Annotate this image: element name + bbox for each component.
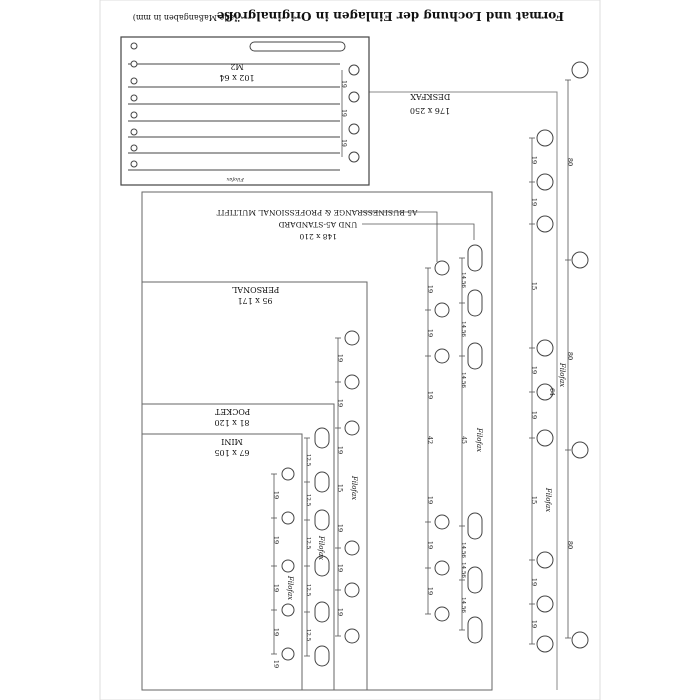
personal-label <box>231 285 279 294</box>
spacing-label: 80 <box>566 351 574 361</box>
punch-hole-icon <box>537 596 553 612</box>
mini-size: 67 x 105 <box>214 448 250 457</box>
spacing-label: 80 <box>566 157 574 167</box>
brand-label: Filofax <box>350 475 358 501</box>
punch-hole-icon <box>131 78 137 84</box>
deskfax-size-label <box>410 106 450 115</box>
mini-name: MINI <box>221 437 243 446</box>
spacing-label: 19 <box>272 659 280 669</box>
oval-slot-icon <box>468 567 482 593</box>
spacing-label: 19 <box>340 109 347 117</box>
spacing-label: 42 <box>426 435 434 445</box>
punch-hole-icon <box>349 124 359 134</box>
spacing-label: 80 <box>566 540 574 550</box>
spacing-label: 19 <box>426 586 434 596</box>
brand-label: Filofax <box>286 575 294 601</box>
punch-hole-icon <box>537 216 553 232</box>
spacing-label: 12.5 <box>305 628 311 642</box>
punch-hole-icon <box>349 92 359 102</box>
spacing-label: 19 <box>272 627 280 637</box>
spacing-label: 19 <box>272 583 280 593</box>
header <box>216 9 564 23</box>
spacing-label: 19 <box>426 495 434 505</box>
punch-hole-icon <box>572 632 588 648</box>
brand-label: Filofax <box>558 362 566 388</box>
spacing-label: 19 <box>340 139 347 147</box>
pocket-size: 81 x 120 <box>214 418 250 427</box>
a5-size-mark: 45 <box>460 436 467 444</box>
pocket-name: POCKET <box>215 407 251 416</box>
spacing-label: 19 <box>272 490 280 500</box>
spacing-label: 19 <box>530 197 538 207</box>
punch-hole-icon <box>349 152 359 162</box>
oval-slot-icon <box>468 617 482 643</box>
punch-hole-icon <box>435 261 449 275</box>
a5-name: A5 BUSINESSRANGE & PROFESSIONAL MULTIFIT <box>216 208 418 217</box>
spacing-label: 19 <box>272 535 280 545</box>
personal-size: 95 x 171 <box>237 296 273 305</box>
spacing-label: 14.56 <box>460 562 466 578</box>
punch-hole-icon <box>345 629 359 643</box>
punch-hole-icon <box>435 515 449 529</box>
spacing-label: 19 <box>530 365 538 375</box>
header-subtitle <box>133 13 238 22</box>
m2-size: 102 x 64 <box>219 73 255 82</box>
punch-hole-icon <box>537 340 553 356</box>
brand-label: Filofax <box>475 427 483 453</box>
oval-slot-icon <box>315 472 329 492</box>
punch-hole-icon <box>435 561 449 575</box>
spacing-label: 14.56 <box>460 542 466 558</box>
deskfax-label <box>410 92 450 101</box>
m2-size-label <box>219 73 254 82</box>
punch-hole-icon <box>131 95 137 101</box>
spacing-label: 19 <box>426 540 434 550</box>
pocket-size-label <box>214 418 249 427</box>
spacing-label: 19 <box>426 284 434 294</box>
punch-hole-icon <box>537 430 553 446</box>
personal-name: PERSONAL <box>232 285 280 294</box>
deskfax-size: 176 x 250 <box>409 106 451 115</box>
punch-hole-icon <box>345 421 359 435</box>
spacing-label: 19 <box>530 155 538 165</box>
punch-hole-icon <box>282 604 294 616</box>
oval-slot-icon <box>315 646 329 666</box>
punch-hole-icon <box>572 252 588 268</box>
spacing-label: 14.56 <box>460 321 466 337</box>
spacing-label: 12.5 <box>305 453 311 467</box>
pocket-label <box>214 407 250 416</box>
spacing-label: 15 <box>530 495 538 505</box>
deskfax-size-mark: 64 <box>548 388 555 396</box>
personal-size-label <box>237 296 272 305</box>
oval-slot-icon <box>468 343 482 369</box>
punch-hole-icon <box>131 43 137 49</box>
punch-hole-icon <box>572 442 588 458</box>
punch-hole-icon <box>131 145 137 151</box>
spacing-label: 14.56 <box>460 372 466 388</box>
oval-slot-icon <box>468 290 482 316</box>
punch-hole-icon <box>345 331 359 345</box>
punch-hole-icon <box>131 61 137 67</box>
punch-hole-icon <box>282 468 294 480</box>
punch-hole-icon <box>282 648 294 660</box>
m2-brand-text: Filofax <box>226 176 244 182</box>
oval-slot-icon <box>315 602 329 622</box>
spacing-label: 19 <box>530 619 538 629</box>
a5-label-3 <box>299 232 337 241</box>
page-subtitle: (alle Maßangaben in mm) <box>132 13 238 22</box>
spacing-label: 19 <box>336 445 344 455</box>
oval-slot-icon <box>468 513 482 539</box>
punch-hole-icon <box>131 112 137 118</box>
punch-hole-icon <box>282 512 294 524</box>
spacing-label: 14.56 <box>460 272 466 288</box>
punch-hole-icon <box>345 375 359 389</box>
punch-hole-icon <box>435 607 449 621</box>
punch-hole-icon <box>131 161 137 167</box>
m2-outline <box>121 37 369 185</box>
spacing-label: 19 <box>340 80 347 88</box>
spacing-label: 15 <box>530 281 538 291</box>
m2-name: M2 <box>230 62 244 71</box>
punch-hole-icon <box>537 636 553 652</box>
spacing-label: 14.56 <box>460 597 466 613</box>
spacing-label: 19 <box>530 577 538 587</box>
spacing-label: 19 <box>336 398 344 408</box>
spacing-label: 15 <box>336 483 344 493</box>
spacing-label: 19 <box>336 563 344 573</box>
brand-label: Filofax <box>544 487 552 513</box>
a5-label-2 <box>279 220 358 229</box>
punch-hole-icon <box>282 560 294 572</box>
a5-label-1 <box>217 208 419 217</box>
spacing-label: 12.5 <box>305 583 311 597</box>
spacing-label: 12.5 <box>305 536 311 550</box>
spacing-label: 19 <box>426 390 434 400</box>
m2-label <box>230 62 243 71</box>
mini-size-label <box>214 448 249 457</box>
a5-size: 148 x 210 <box>299 232 338 241</box>
m2-brand <box>226 176 245 182</box>
punch-hole-icon <box>537 130 553 146</box>
a5-name2: UND A5-STANDARD <box>278 220 358 229</box>
punch-hole-icon <box>537 174 553 190</box>
punch-hole-icon <box>345 583 359 597</box>
punch-hole-icon <box>349 65 359 75</box>
punch-hole-icon <box>435 349 449 363</box>
punch-hole-icon <box>131 129 137 135</box>
oval-slot-icon <box>315 510 329 530</box>
punch-hole-icon <box>345 541 359 555</box>
spacing-label: 19 <box>336 523 344 533</box>
deskfax-name: DESKFAX <box>410 92 451 101</box>
spacing-label: 19 <box>336 353 344 363</box>
brand-label: Filofax <box>317 535 325 561</box>
punch-hole-icon <box>435 303 449 317</box>
oval-slot-icon <box>468 245 482 271</box>
oval-slot-icon <box>315 428 329 448</box>
spacing-label: 12.5 <box>305 493 311 507</box>
punch-hole-icon <box>537 552 553 568</box>
punch-hole-icon <box>572 62 588 78</box>
spacing-label: 19 <box>530 410 538 420</box>
spacing-label: 19 <box>426 328 434 338</box>
mini-label <box>221 437 243 446</box>
page-title: Format und Lochung der Einlagen in Originalgröße <box>216 9 565 23</box>
spacing-label: 19 <box>336 607 344 617</box>
